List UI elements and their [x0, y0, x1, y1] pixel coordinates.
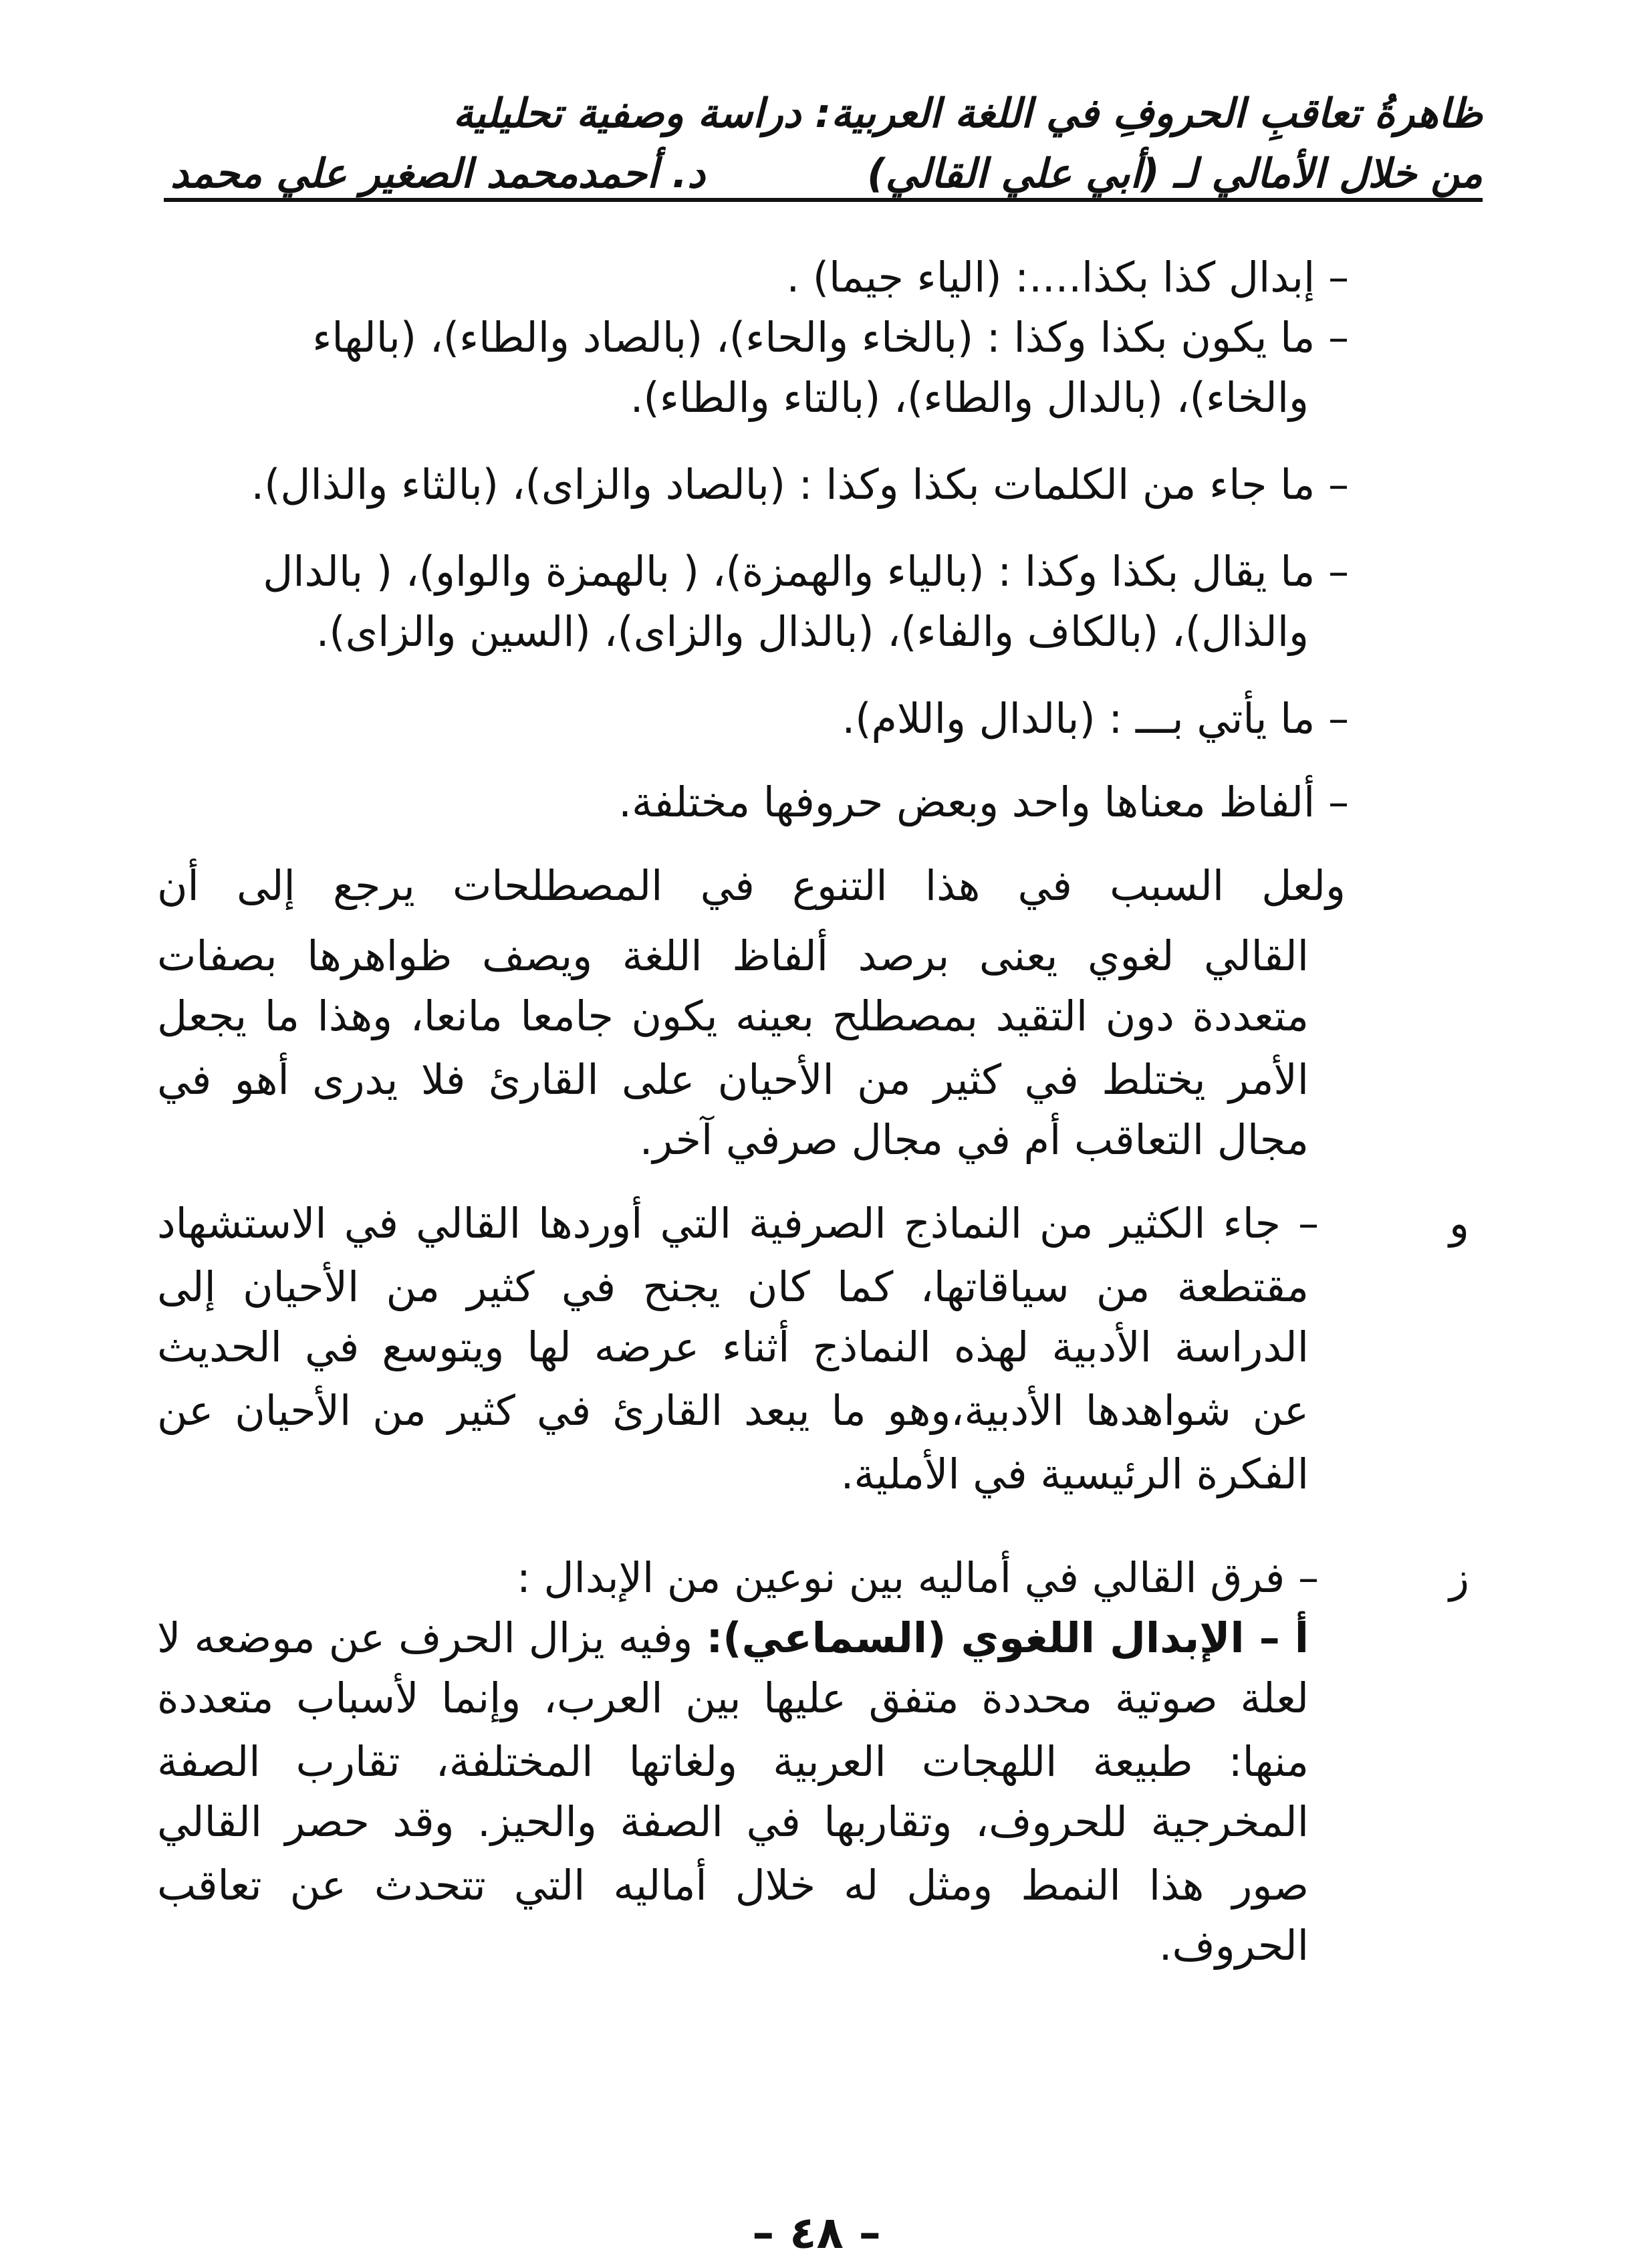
paragraph-line: – جاء الكثير من النماذج الصرفية التي أوردها القالي في الاستشهاد	[157, 1199, 1319, 1248]
paragraph-line: منها: طبيعة اللهجات العربية ولغاتها المختلفة، تقارب الصفة	[157, 1737, 1309, 1786]
paragraph-line: الأمر يختلط في كثير من الأحيان على القارئ فلا يدرى أهو في	[157, 1055, 1309, 1104]
list-item: – ما يأتي بـــ : (بالدال واللام).	[842, 694, 1349, 743]
author-name: د. أحمدمحمد الصغير علي محمد	[170, 150, 705, 197]
list-item: – ما يكون بكذا وكذا : (بالخاء والحاء)، (بالصاد والطاء)، (بالهاء	[312, 313, 1349, 362]
running-title: ظاهرةُ تعاقبِ الحروفِ في اللغة العربية: دراسة وصفية تحليلية	[453, 90, 1483, 137]
section-marker: و	[1449, 1199, 1469, 1248]
term-definition: وفيه يزال الحرف عن موضعه لا	[157, 1613, 707, 1662]
running-subtitle: من خلال الأمالي لـ (أبي علي القالي)	[867, 150, 1483, 197]
list-item: – ألفاظ معناها واحد وبعض حروفها مختلفة.	[618, 778, 1349, 826]
paragraph-line: مجال التعاقب أم في مجال صرفي آخر.	[639, 1115, 1309, 1164]
term-label: أ – الإبدال اللغوي (السماعي):	[706, 1613, 1309, 1662]
list-item: – إبدال كذا بكذا....: (الياء جيما) .	[786, 253, 1349, 302]
paragraph-line: الدراسة الأدبية لهذه النماذج أثناء عرضه لها ويتوسع في الحديث	[157, 1323, 1309, 1371]
paragraph-line: لعلة صوتية محددة متفق عليها بين العرب، وإنما لأسباب متعددة	[157, 1674, 1309, 1722]
page-number: – ٤٨ –	[752, 2207, 881, 2259]
list-item-continuation: والخاء)، (بالدال والطاء)، (بالتاء والطاء).	[630, 373, 1309, 422]
paragraph-line: الفكرة الرئيسية في الأملية.	[840, 1450, 1309, 1498]
paragraph-line: القالي لغوي يعنى برصد ألفاظ اللغة ويصف ظواهرها بصفات	[157, 931, 1309, 980]
paragraph-line: عن شواهدها الأدبية،وهو ما يبعد القارئ في كثير من الأحيان عن	[157, 1386, 1309, 1435]
paragraph-line: صور هذا النمط ومثل له خلال أماليه التي تتحدث عن تعاقب	[157, 1861, 1309, 1910]
section-marker: ز	[1449, 1553, 1469, 1602]
paragraph-line: ولعل السبب في هذا التنوع في المصطلحات يرجع إلى أن	[157, 861, 1346, 910]
definition-line	[157, 1611, 1309, 1665]
list-item-continuation: والذال)، (بالكاف والفاء)، (بالذال والزاى)، (السين والزاى).	[316, 607, 1309, 656]
list-item: – ما يقال بكذا وكذا : (بالياء والهمزة)، ( بالهمزة والواو)، ( بالدال	[263, 547, 1349, 596]
header-divider	[164, 198, 1483, 202]
section-intro: – فرق القالي في أماليه بين نوعين من الإبدال :	[516, 1553, 1319, 1602]
paragraph-line: الحروف.	[1158, 1921, 1309, 1970]
paragraph-line: متعددة دون التقيد بمصطلح بعينه يكون جامعا مانعا، وهذا ما يجعل	[157, 992, 1309, 1040]
list-item: – ما جاء من الكلمات بكذا وكذا : (بالصاد والزاى)، (بالثاء والذال).	[251, 460, 1349, 509]
paragraph-line: مقتطعة من سياقاتها، كما كان يجنح في كثير من الأحيان إلى	[157, 1262, 1309, 1311]
paragraph-line: المخرجية للحروف، وتقاربها في الصفة والحيز. وقد حصر القالي	[157, 1797, 1309, 1846]
